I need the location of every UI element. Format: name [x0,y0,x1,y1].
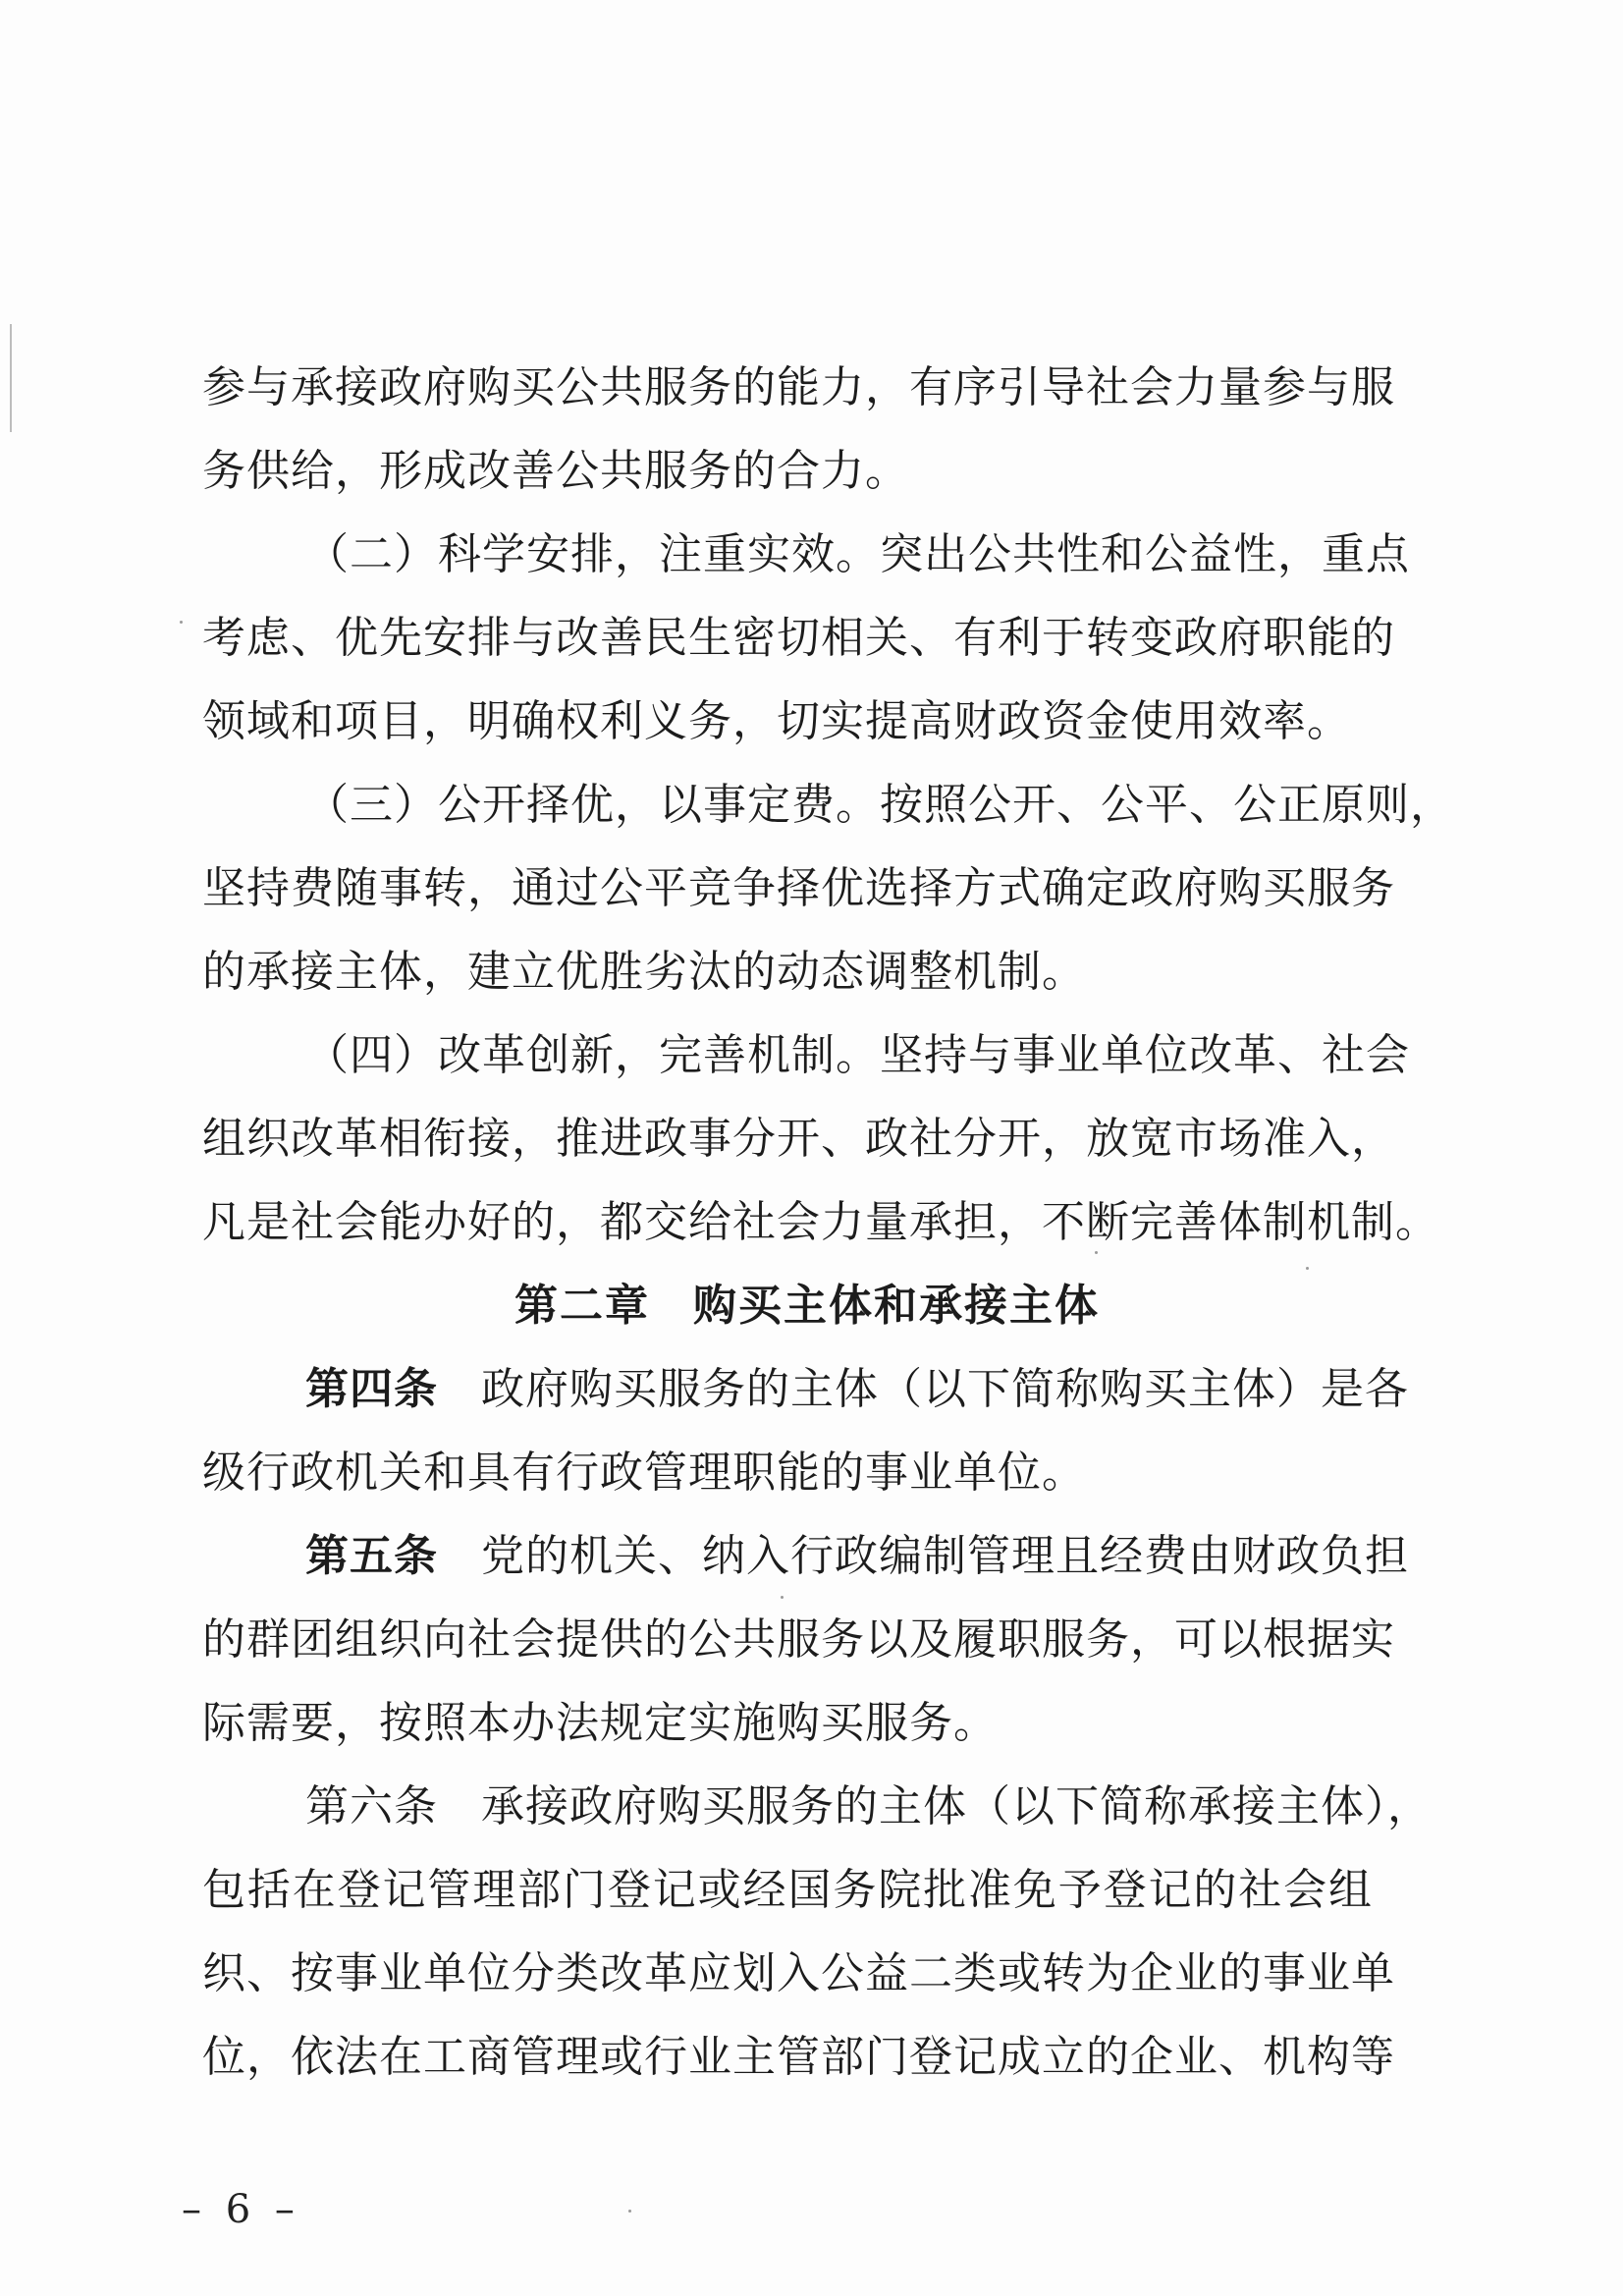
chapter-heading [202,1264,1373,1347]
article-6-line-4: 位，依法在工商管理或行业主管部门登记成立的企业、机构等 [202,2032,1395,2082]
article-text: 政府购买服务的主体（以下简称购买主体）是各 [481,1364,1409,1414]
article-5-line-1 [202,1514,1409,1598]
text-line: 组织改革相衔接，推进政事分开、政社分开，放宽市场准入， [202,1114,1395,1164]
text-line: 务供给，形成改善公共服务的合力。 [202,446,909,496]
text-line: 凡是社会能办好的，都交给社会力量承担，不断完善体制机制。 [202,1197,1439,1247]
article-label: 第四条 [305,1364,438,1414]
article-label: 第五条 [305,1531,438,1581]
article-text: 党的机关、纳入行政编制管理且经费由财政负担 [481,1531,1409,1581]
chapter-title: 购买主体和承接主体 [693,1281,1100,1331]
body-text [202,346,1454,2099]
scan-speck [1306,1267,1309,1270]
scan-speck [180,621,183,624]
article-6-line-2: 包括在登记管理部门登记或经国务院批准免予登记的社会组 [202,1865,1373,1915]
text-line: （四）改革创新，完善机制。坚持与事业单位改革、社会 [305,1030,1410,1080]
chapter-number: 第二章 [514,1281,650,1331]
text-line: 领域和项目，明确权利义务，切实提高财政资金使用效率。 [202,696,1351,746]
scan-speck [1095,1251,1098,1254]
article-6-line-3: 织、按事业单位分类改革应划入公益二类或转为企业的事业单 [202,1948,1395,1998]
article-5-line-3: 际需要，按照本办法规定实施购买服务。 [202,1698,998,1748]
article-4-line-2: 级行政机关和具有行政管理职能的事业单位。 [202,1448,1086,1498]
text-line: （三）公开择优，以事定费。按照公开、公平、公正原则， [305,780,1454,830]
article-label: 第六条 [305,1781,438,1831]
text-line: 考虑、优先安排与改善民生密切相关、有利于转变政府职能的 [202,613,1395,663]
scan-edge-mark [10,324,12,432]
page-number: – 6 – [182,2187,300,2232]
scan-speck [628,2210,631,2213]
text-line: 参与承接政府购买公共服务的能力，有序引导社会力量参与服 [202,362,1395,412]
article-text: 承接政府购买服务的主体（以下简称承接主体）， [481,1781,1432,1831]
article-5-line-2: 的群团组织向社会提供的公共服务以及履职服务，可以根据实 [202,1614,1395,1665]
text-line: 的承接主体，建立优胜劣汰的动态调整机制。 [202,947,1086,997]
text-line: 坚持费随事转，通过公平竞争择优选择方式确定政府购买服务 [202,863,1395,913]
article-4-line-1 [202,1347,1409,1431]
article-6-line-1 [202,1765,1432,1848]
text-line: （二）科学安排，注重实效。突出公共性和公益性，重点 [305,529,1410,579]
scan-speck [781,1596,784,1599]
